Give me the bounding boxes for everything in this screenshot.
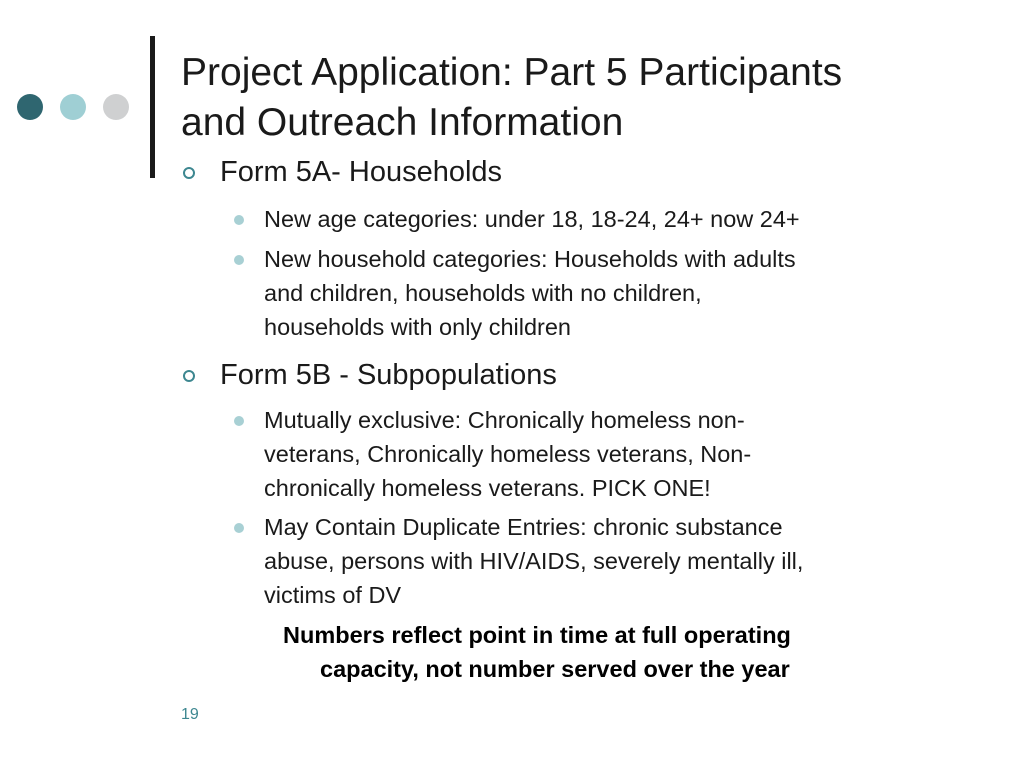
section-heading: [180, 357, 980, 393]
slide-title-line: and Outreach Information: [181, 101, 624, 144]
dot-dark-icon: [17, 94, 43, 120]
bullet-line: and children, households with no children,: [264, 280, 702, 306]
slide-body: [180, 152, 980, 612]
bullet-item-text: [264, 242, 934, 344]
bullet-line: veterans, Chronically homeless veterans, Non-: [264, 441, 752, 467]
filled-circle-bullet-icon: [234, 416, 244, 426]
bullet-line: abuse, persons with HIV/AIDS, severely mentally ill,: [264, 548, 804, 574]
bullet-item: [180, 202, 980, 236]
slide-title: [181, 48, 1001, 148]
slide-title-line: Project Application: Part 5 Participants: [181, 51, 843, 94]
bullet-line: chronically homeless veterans. PICK ONE!: [264, 475, 711, 501]
filled-circle-bullet-icon: [234, 215, 244, 225]
bullet-item: [180, 403, 980, 505]
section-heading-text: Form 5B - Subpopulations: [220, 359, 557, 391]
bullet-line: New age categories: under 18, 18-24, 24+ now 24+: [264, 206, 800, 232]
bullet-item: [180, 510, 980, 612]
bullet-item: [180, 242, 980, 344]
title-divider: [150, 36, 155, 178]
filled-circle-bullet-icon: [234, 255, 244, 265]
note-line: Numbers reflect point in time at full operating: [283, 622, 791, 648]
bullet-line: New household categories: Households with adults: [264, 246, 796, 272]
note-line: capacity, not number served over the year: [320, 656, 790, 682]
dot-light-icon: [60, 94, 86, 120]
bullet-line: households with only children: [264, 314, 571, 340]
emphasis-note: [283, 618, 923, 686]
bullet-line: May Contain Duplicate Entries: chronic substance: [264, 514, 783, 540]
dot-gray-icon: [103, 94, 129, 120]
filled-circle-bullet-icon: [234, 523, 244, 533]
page-number: 19: [181, 706, 199, 723]
hollow-circle-bullet-icon: [183, 370, 195, 382]
bullet-item-text: [264, 403, 934, 505]
section-heading: [180, 154, 980, 190]
bullet-line: victims of DV: [264, 582, 402, 608]
bullet-line: Mutually exclusive: Chronically homeless non-: [264, 407, 745, 433]
bullet-item-text: [264, 510, 934, 612]
section-heading-text: Form 5A- Households: [220, 156, 503, 188]
hollow-circle-bullet-icon: [183, 167, 195, 179]
bullet-item-text: [264, 202, 934, 236]
